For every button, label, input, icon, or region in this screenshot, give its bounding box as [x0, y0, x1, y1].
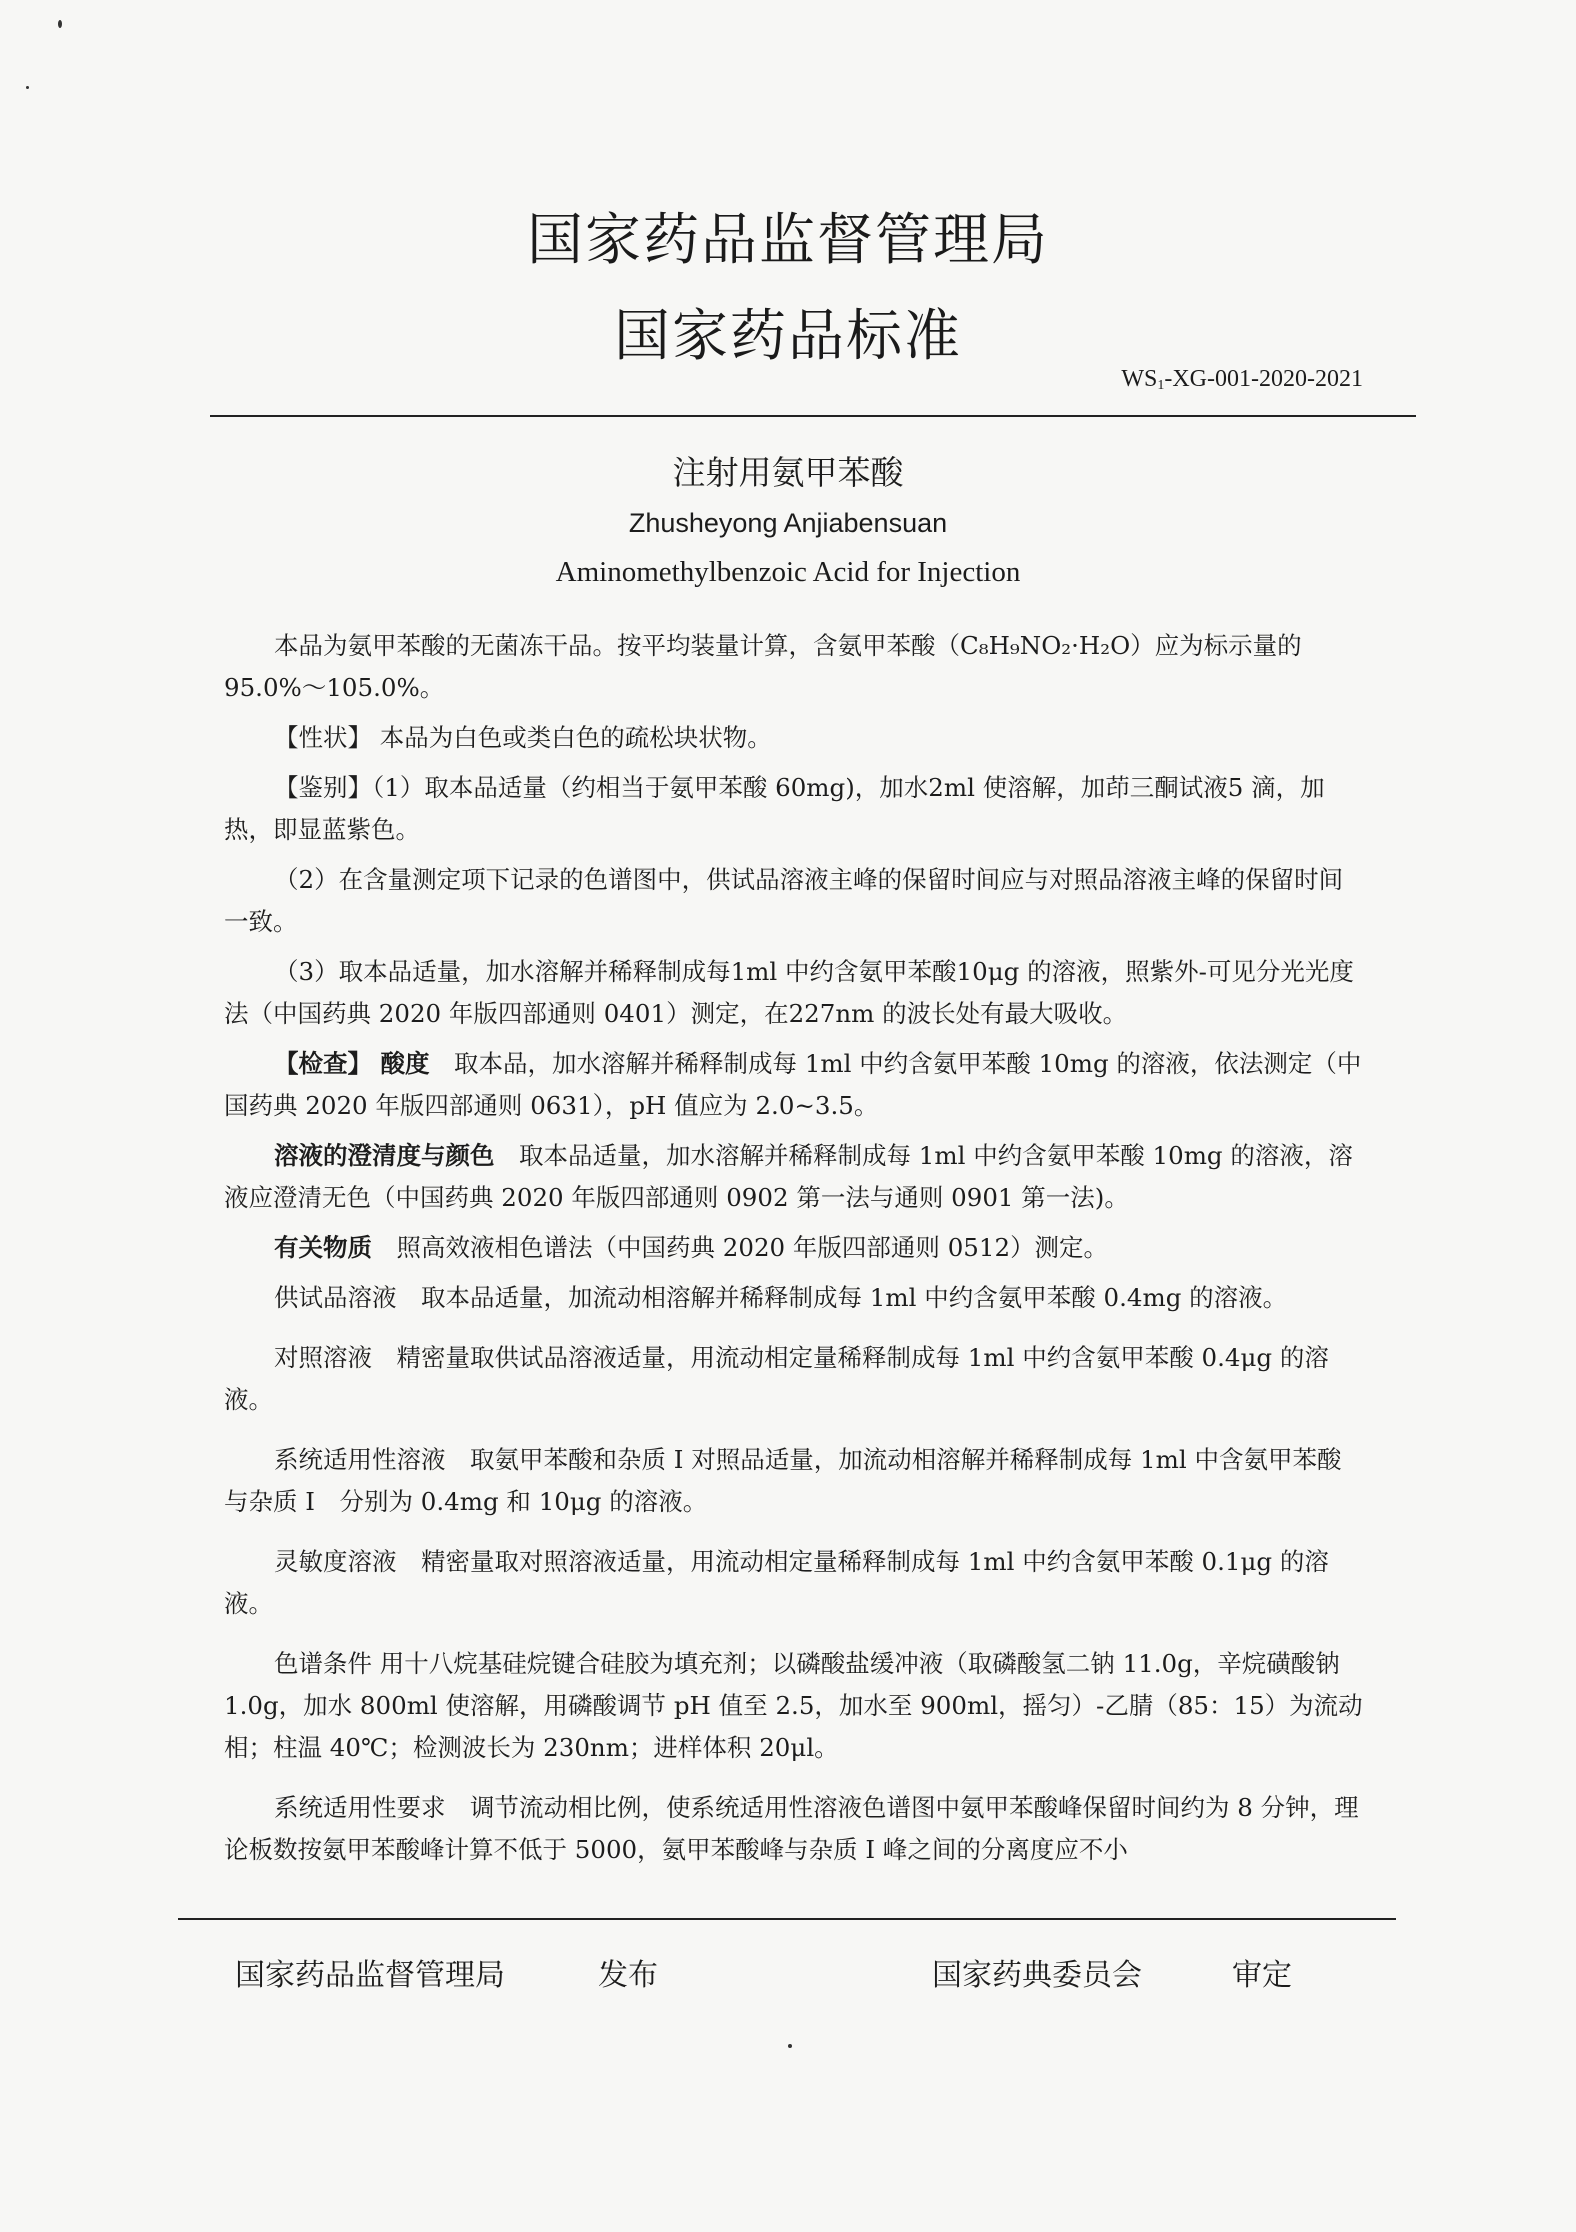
chromatographic-conditions-paragraph: 色谱条件 用十八烷基硅烷键合硅胶为填充剂；以磷酸盐缓冲液（取磷酸氢二钠 11.0g，辛烷磺酸钠 1.0g，加水 800ml 使溶解，用磷酸调节 pH 值至 2.5，加水至 900ml，摇匀）-乙腈（85：15）为流动相；柱温 40℃；检测波长为 230nm；进样体积 20μl。: [224, 1649, 1363, 1762]
test-solution-paragraph: 供试品溶液 取本品适量，加流动相溶解并稀释制成每 1ml 中约含氨甲苯酸 0.4mg 的溶液。: [274, 1283, 1288, 1312]
drug-title-pinyin: Zhusheyong Anjiabensuan: [628, 508, 948, 538]
characters-paragraph: 【性状】 本品为白色或类白色的疏松块状物。: [274, 723, 772, 752]
issuer-name: 国家药品监督管理局: [235, 1958, 505, 1993]
acidity-paragraph: 【检查】 酸度 取本品，加水溶解并稀释制成每 1ml 中约含氨甲苯酸 10mg 的溶液，依法测定（中国药典 2020 年版四部通则 0631），pH 值应为 2.0~3.5。: [224, 1049, 1362, 1120]
standard-number: $WS_1-XG-001-2020-2021$: [1121, 366, 1363, 393]
reference-solution-paragraph: 对照溶液 精密量取供试品溶液适量，用流动相定量稀释制成每 1ml 中约含氨甲苯酸 0.4μg 的溶液。: [224, 1343, 1329, 1414]
sensitivity-solution-paragraph: 灵敏度溶液 精密量取对照溶液适量，用流动相定量稀释制成每 1ml 中约含氨甲苯酸 0.1μg 的溶液。: [224, 1547, 1329, 1618]
drug-title-english: Aminomethylbenzoic Acid for Injection: [555, 556, 1021, 588]
description-paragraph: 本品为氨甲苯酸的无菌冻干品。按平均装量计算，含氨甲苯酸（C₈H₉NO₂·H₂O）应为标示量的 95.0%～105.0%。: [224, 631, 1302, 702]
scan-speck: [788, 2044, 792, 2048]
agency-name: 国家药品监督管理局: [527, 208, 1049, 273]
clarity-paragraph: 溶液的澄清度与颜色 取本品适量，加水溶解并稀释制成每 1ml 中约含氨甲苯酸 10mg 的溶液，溶液应澄清无色（中国药典 2020 年版四部通则 0902 第一法与通则 0901 第一法)。: [224, 1141, 1353, 1212]
reviewer-name: 国家药典委员会: [932, 1958, 1142, 1993]
header-rule: [210, 415, 1416, 417]
standard-label: 国家药品标准: [614, 304, 962, 369]
issue-action: 发布: [598, 1958, 658, 1993]
scan-speck: [26, 86, 29, 89]
system-suitability-requirements-paragraph: 系统适用性要求 调节流动相比例，使系统适用性溶液色谱图中氨甲苯酸峰保留时间约为 8 分钟，理论板数按氨甲苯酸峰计算不低于 5000，氨甲苯酸峰与杂质 I 峰之间的分离度应不小: [224, 1793, 1359, 1864]
review-action: 审定: [1232, 1958, 1292, 1993]
monograph-body: [224, 625, 1365, 1871]
footer-rule: [178, 1918, 1396, 1920]
identification-3-paragraph: （3）取本品适量，加水溶解并稀释制成每1ml 中约含氨甲苯酸10μg 的溶液，照紫外-可见分光光度法（中国药典 2020 年版四部通则 0401）测定，在227nm 的波长处有最大吸收。: [224, 957, 1354, 1028]
scan-speck: [58, 20, 62, 28]
drug-title-chinese: 注射用氨甲苯酸: [672, 453, 904, 492]
related-substances-paragraph: 有关物质 照高效液相色谱法（中国药典 2020 年版四部通则 0512）测定。: [274, 1233, 1109, 1262]
identification-paragraph: 【鉴别】（1）取本品适量（约相当于氨甲苯酸 60mg)，加水2ml 使溶解，加茚三酮试液5 滴，加热，即显蓝紫色。: [224, 773, 1325, 844]
system-suitability-solution-paragraph: 系统适用性溶液 取氨甲苯酸和杂质 I 对照品适量，加流动相溶解并稀释制成每 1ml 中含氨甲苯酸与杂质 I 分别为 0.4mg 和 10μg 的溶液。: [224, 1445, 1342, 1516]
identification-2-paragraph: （2）在含量测定项下记录的色谱图中，供试品溶液主峰的保留时间应与对照品溶液主峰的保留时间一致。: [224, 865, 1344, 936]
